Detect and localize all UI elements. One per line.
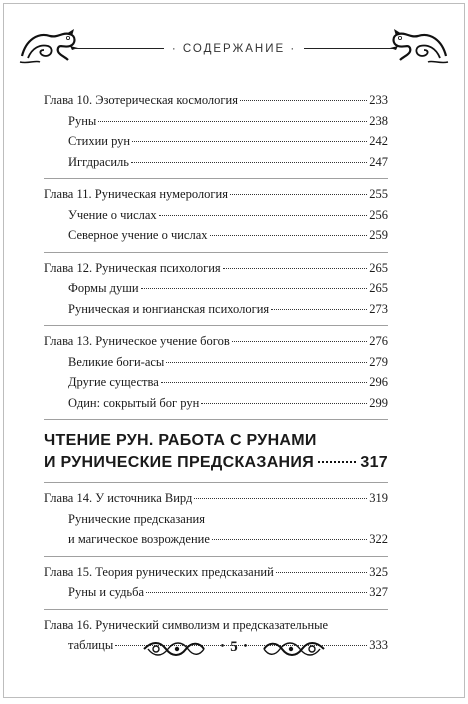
page-number: 265 (369, 281, 388, 295)
dot-leader (159, 214, 368, 216)
page-number: 276 (369, 334, 388, 348)
dot-leader (141, 287, 368, 289)
toc-item[interactable] (44, 152, 388, 173)
chapter-title: Глава 15. Теория рунических предсказаний (44, 564, 274, 579)
section-divider (44, 419, 388, 420)
item-title: Руническая и юнгианская психология (68, 301, 270, 316)
toc-item[interactable] (44, 278, 388, 299)
item-title: Великие боги-асы (68, 354, 165, 369)
dot-leader (131, 161, 367, 163)
dot-leader (318, 460, 356, 463)
page-footer (4, 637, 464, 661)
toc-item[interactable] (44, 111, 388, 132)
part-title-line1: ЧТЕНИЕ РУН. РАБОТА С РУНАМИ (44, 432, 317, 449)
toc-chapter[interactable] (44, 562, 388, 583)
dot-leader (166, 361, 367, 363)
dot-leader (212, 538, 367, 540)
chapter-title-line2: таблицы (68, 638, 114, 652)
page-number: 319 (369, 491, 388, 505)
section-divider (44, 325, 388, 326)
running-header (4, 26, 464, 66)
toc-item[interactable] (44, 372, 388, 393)
item-title-line2: и магическое возрождение (68, 532, 210, 546)
chapter-title: Глава 12. Руническая психология (44, 260, 221, 275)
toc-chapter[interactable] (44, 184, 388, 205)
section-divider (44, 252, 388, 253)
dragon-ornament-icon (388, 26, 450, 66)
bullet-icon: • (220, 641, 225, 652)
page-number: 233 (369, 93, 388, 107)
chapter-title: Глава 14. У источника Вирд (44, 491, 193, 505)
toc-chapter[interactable] (44, 258, 388, 279)
page-number: 247 (369, 154, 388, 169)
dot-leader (146, 591, 367, 593)
dot-leader (240, 99, 367, 101)
item-title: Формы души (68, 281, 139, 295)
dot-leader (230, 193, 367, 195)
page-number: 333 (369, 638, 388, 652)
section-divider (44, 556, 388, 557)
item-title: Другие существа (68, 375, 159, 389)
page-number: 273 (369, 301, 388, 316)
page-number: 317 (360, 454, 388, 471)
page-number: 238 (369, 113, 388, 128)
item-title: Руны (68, 113, 97, 128)
item-title: Один: сокрытый бог рун (68, 395, 200, 410)
dot-leader (98, 120, 367, 122)
dot-leader (132, 140, 367, 142)
page-number: 256 (369, 207, 388, 222)
toc-chapter[interactable] (44, 90, 388, 111)
page-number: 279 (369, 354, 388, 369)
chapter-title-line1: Глава 16. Рунический символизм и предсказательные (44, 617, 329, 632)
item-title: Учение о числах (68, 207, 157, 222)
page-number: 322 (369, 532, 388, 546)
item-title: Руны и судьба (68, 585, 145, 599)
bullet-icon: • (243, 641, 248, 652)
toc-item[interactable] (44, 205, 388, 226)
dot-leader (161, 381, 367, 383)
item-title: Северное учение о числах (68, 228, 208, 242)
dot-leader (232, 340, 368, 342)
page-number: 255 (369, 187, 388, 201)
page-number: 327 (369, 585, 388, 599)
book-page (3, 3, 465, 698)
dot-leader (271, 308, 367, 310)
header-title: · СОДЕРЖАНИЕ · (164, 43, 304, 55)
dot-leader (210, 234, 368, 236)
section-divider (44, 609, 388, 610)
item-title: Стихии рун (68, 134, 131, 148)
chapter-title: Глава 11. Руническая нумерология (44, 187, 228, 201)
toc-item[interactable] (44, 582, 388, 603)
toc-item[interactable] (44, 509, 388, 550)
dot-leader (223, 267, 368, 269)
toc-item[interactable] (44, 299, 388, 320)
page-number: 299 (369, 395, 388, 410)
section-divider (44, 178, 388, 179)
toc-item[interactable] (44, 393, 388, 414)
toc-item[interactable] (44, 225, 388, 246)
toc-chapter[interactable] (44, 331, 388, 352)
dot-leader (201, 402, 367, 404)
page-number: 242 (369, 134, 388, 148)
toc-chapter[interactable] (44, 488, 388, 509)
toc-item[interactable] (44, 352, 388, 373)
page-number: 296 (369, 375, 388, 389)
chapter-title: Глава 13. Руническое учение богов (44, 334, 230, 348)
section-divider (44, 482, 388, 483)
page-number: 259 (369, 228, 388, 242)
chapter-title: Глава 10. Эзотерическая космология (44, 93, 238, 107)
item-title-line1: Рунические предсказания (68, 511, 205, 526)
dot-leader (276, 571, 367, 573)
part-heading[interactable] (44, 430, 388, 474)
table-of-contents (44, 90, 388, 656)
knot-ornament-icon (262, 637, 326, 661)
toc-item[interactable] (44, 131, 388, 152)
dot-leader (194, 497, 367, 499)
page-number: 325 (369, 564, 388, 579)
page-number: 5 (230, 639, 238, 655)
part-title-line2: И РУНИЧЕСКИЕ ПРЕДСКАЗАНИЯ (44, 454, 315, 471)
item-title: Иггдрасиль (68, 154, 129, 169)
page-number: 265 (369, 260, 388, 275)
